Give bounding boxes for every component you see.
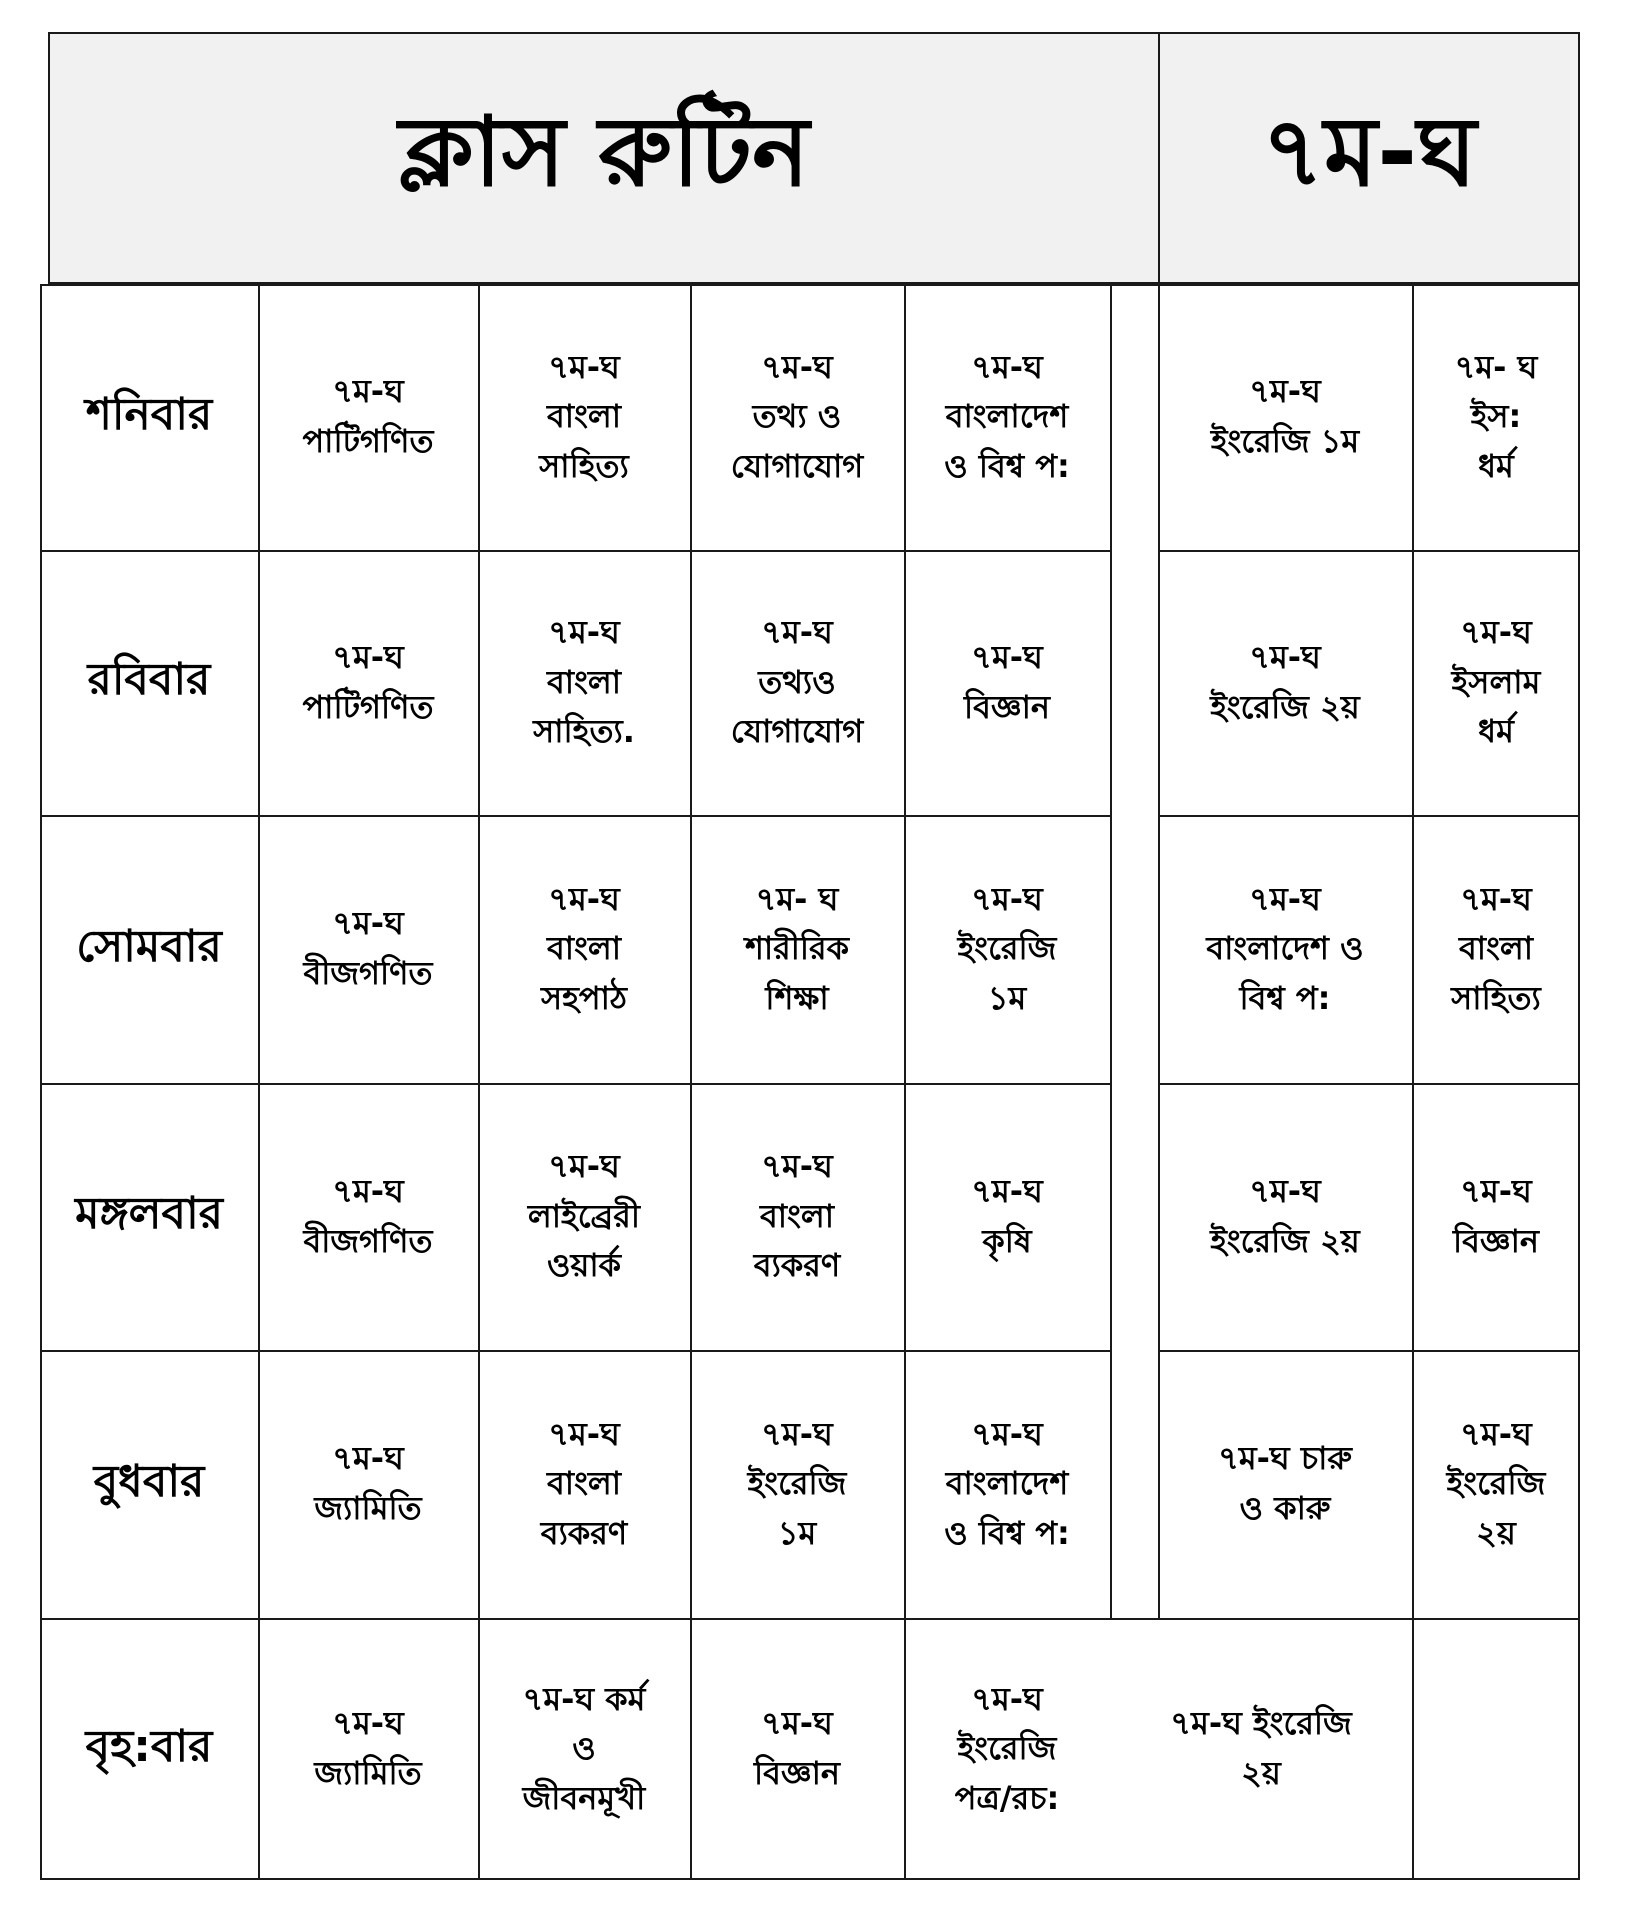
subject-text bbox=[955, 1675, 1060, 1824]
period-cell bbox=[478, 815, 690, 1083]
subject-text bbox=[303, 1167, 432, 1266]
period-cell bbox=[904, 1083, 1110, 1350]
period-cell bbox=[478, 550, 690, 815]
subject-text bbox=[964, 633, 1050, 732]
period-cell bbox=[690, 1618, 904, 1880]
subject-text bbox=[314, 1699, 421, 1798]
subject-line: ইসলাম bbox=[1451, 662, 1541, 701]
subject-line: ৭ম- ঘ bbox=[1454, 347, 1538, 386]
period-cell bbox=[1158, 1083, 1412, 1350]
subject-text bbox=[731, 343, 864, 492]
subject-line: ইংরেজি ২য় bbox=[1210, 687, 1360, 726]
day-label: বুধবার bbox=[93, 1455, 205, 1507]
subject-line: সাহিত্য bbox=[1451, 978, 1541, 1017]
period-cell bbox=[1412, 815, 1580, 1083]
period-cell bbox=[1412, 1350, 1580, 1618]
period-cell bbox=[478, 1618, 690, 1880]
period-cell bbox=[690, 284, 904, 550]
period-cell bbox=[904, 1350, 1110, 1618]
period-cell bbox=[1412, 550, 1580, 815]
subject-line: ৭ম-ঘ bbox=[971, 879, 1043, 918]
subject-text bbox=[523, 1675, 646, 1824]
subject-text bbox=[302, 367, 433, 466]
period-cell bbox=[1412, 1618, 1580, 1880]
day-label: বৃহ:বার bbox=[85, 1720, 213, 1772]
period-cell bbox=[1412, 284, 1580, 550]
subject-line: ৭ম-ঘ bbox=[761, 1414, 833, 1453]
subject-line: ৭ম-ঘ bbox=[971, 1171, 1043, 1210]
subject-line: ও বিশ্ব প: bbox=[944, 1513, 1070, 1552]
subject-line: ৭ম-ঘ bbox=[548, 1147, 620, 1186]
period-cell bbox=[1158, 550, 1412, 815]
subject-text bbox=[745, 875, 849, 1024]
period-cell bbox=[690, 815, 904, 1083]
subject-text bbox=[1455, 343, 1538, 492]
subject-text bbox=[1453, 1167, 1539, 1266]
subject-line: ৭ম-ঘ bbox=[332, 372, 404, 411]
subject-line: ৭ম-ঘ ইংরেজি bbox=[1170, 1704, 1352, 1743]
subject-line: ৭ম-ঘ bbox=[548, 879, 620, 918]
subject-line: তথ্য ও bbox=[752, 397, 842, 436]
subject-line: ও বিশ্ব প: bbox=[944, 446, 1070, 485]
subject-text bbox=[944, 1410, 1070, 1559]
subject-line: ৭ম-ঘ bbox=[1249, 879, 1321, 918]
subject-line: ইংরেজি ১ম bbox=[1210, 422, 1360, 460]
subject-text bbox=[1211, 367, 1359, 466]
subject-line: ৭ম-ঘ bbox=[1460, 879, 1532, 918]
subject-line: ৭ম-ঘ bbox=[332, 1439, 404, 1478]
break-divider-left bbox=[1110, 284, 1112, 1618]
subject-line: বাংলা bbox=[760, 1196, 834, 1235]
subject-line: বিশ্ব প: bbox=[1239, 978, 1331, 1017]
subject-line: ব্যকরণ bbox=[540, 1513, 628, 1552]
subject-line: ৭ম-ঘ bbox=[971, 347, 1043, 386]
subject-text bbox=[971, 1167, 1043, 1266]
subject-text bbox=[754, 1699, 840, 1798]
subject-text bbox=[1451, 875, 1541, 1024]
subject-line: বিজ্ঞান bbox=[754, 1754, 840, 1792]
subject-text bbox=[958, 875, 1057, 1024]
subject-text bbox=[1206, 875, 1363, 1024]
subject-text bbox=[944, 343, 1070, 492]
subject-line: ৭ম-ঘ bbox=[548, 347, 620, 386]
subject-line: বিজ্ঞান bbox=[964, 687, 1050, 726]
subject-line: ইংরেজি bbox=[957, 1729, 1057, 1768]
subject-line: কৃষি bbox=[982, 1221, 1032, 1260]
subject-line: বিজ্ঞান bbox=[1453, 1221, 1539, 1260]
subject-text bbox=[1452, 608, 1541, 757]
period-cell bbox=[258, 1350, 478, 1618]
subject-line: ৭ম-ঘ bbox=[1460, 1171, 1532, 1210]
subject-line: বাংলাদেশ ও bbox=[1206, 929, 1364, 968]
subject-line: ৭ম-ঘ bbox=[1460, 613, 1532, 652]
subject-line: ইংরেজি bbox=[957, 929, 1057, 968]
subject-line: ব্যকরণ bbox=[753, 1246, 841, 1285]
subject-text bbox=[754, 1142, 840, 1291]
day-label: সোমবার bbox=[76, 920, 222, 972]
period-cell bbox=[904, 1618, 1110, 1880]
subject-line: ও bbox=[572, 1729, 596, 1768]
subject-text bbox=[541, 1410, 627, 1559]
subject-line: জ্যামিতি bbox=[314, 1489, 422, 1527]
subject-line: ৭ম-ঘ bbox=[1249, 1171, 1321, 1210]
day-label: রবিবার bbox=[87, 654, 211, 705]
period-cell bbox=[904, 284, 1110, 550]
period-cell bbox=[690, 1350, 904, 1618]
subject-text bbox=[731, 608, 864, 757]
period-cell bbox=[258, 1083, 478, 1350]
subject-line: ৭ম-ঘ bbox=[761, 1147, 833, 1186]
subject-text bbox=[1170, 1699, 1351, 1798]
subject-line: শিক্ষা bbox=[765, 978, 829, 1017]
period-cell bbox=[478, 1350, 690, 1618]
subject-line: সাহিত্য. bbox=[533, 712, 635, 751]
period-cell bbox=[1158, 1350, 1412, 1618]
subject-line: ৭ম-ঘ bbox=[548, 613, 620, 652]
period-cell bbox=[478, 284, 690, 550]
subject-text bbox=[302, 633, 433, 732]
subject-line: বীজগণিত bbox=[303, 1221, 433, 1260]
subject-line: ইস: bbox=[1470, 397, 1522, 436]
subject-line: জ্যামিতি bbox=[314, 1754, 422, 1792]
subject-line: ৭ম- ঘ bbox=[755, 879, 839, 918]
period-cell bbox=[690, 1083, 904, 1350]
day-label: মঙ্গলবার bbox=[75, 1188, 223, 1239]
subject-line: বাংলাদেশ bbox=[945, 1464, 1069, 1503]
subject-line: সহপাঠ bbox=[540, 978, 628, 1017]
subject-line: ৭ম-ঘ bbox=[332, 1171, 404, 1210]
subject-line: বাংলা bbox=[547, 1464, 621, 1503]
subject-line: ৭ম-ঘ চারু bbox=[1218, 1439, 1352, 1478]
subject-line: পত্র/রচ: bbox=[954, 1778, 1060, 1817]
subject-line: ৭ম-ঘ bbox=[1249, 372, 1321, 411]
period-cell bbox=[904, 815, 1110, 1083]
period-cell bbox=[1412, 1083, 1580, 1350]
subject-line: ৭ম-ঘ কর্ম bbox=[522, 1679, 646, 1718]
subject-text bbox=[1218, 1434, 1352, 1533]
subject-line: ইংরেজি bbox=[747, 1464, 847, 1503]
subject-line: বাংলা bbox=[547, 929, 621, 968]
subject-line: পাটিগণিত bbox=[302, 422, 434, 460]
subject-line: ১ম bbox=[987, 978, 1027, 1017]
period-cell bbox=[1110, 1618, 1412, 1880]
subject-line: ইংরেজি ২য় bbox=[1210, 1221, 1360, 1260]
subject-line: জীবনমূখী bbox=[522, 1778, 646, 1817]
subject-line: ৭ম-ঘ bbox=[332, 637, 404, 676]
subject-line: তথ্যও bbox=[758, 662, 836, 701]
subject-text bbox=[528, 1142, 640, 1291]
subject-line: পাটিগণিত bbox=[302, 687, 434, 726]
subject-text bbox=[748, 1410, 847, 1559]
period-cell bbox=[258, 284, 478, 550]
subject-line: ১ম bbox=[777, 1513, 817, 1552]
subject-line: ৭ম-ঘ bbox=[1249, 637, 1321, 676]
subject-line: ২য় bbox=[1241, 1754, 1281, 1792]
day-label: শনিবার bbox=[85, 388, 213, 440]
subject-text bbox=[539, 343, 629, 492]
subject-line: ৭ম-ঘ bbox=[761, 613, 833, 652]
subject-text bbox=[303, 899, 432, 998]
subject-text bbox=[541, 875, 627, 1024]
subject-line: ৭ম-ঘ bbox=[761, 347, 833, 386]
period-cell bbox=[258, 550, 478, 815]
subject-line: ৭ম-ঘ bbox=[332, 1704, 404, 1743]
subject-text bbox=[314, 1434, 421, 1533]
subject-line: লাইব্রেরী bbox=[527, 1196, 641, 1235]
subject-line: ইংরেজি bbox=[1446, 1464, 1546, 1503]
subject-line: বাংলা bbox=[547, 662, 621, 701]
subject-line: ২য় bbox=[1476, 1513, 1516, 1552]
page-title: ক্লাস রুটিন bbox=[398, 95, 810, 208]
period-cell bbox=[690, 550, 904, 815]
period-cell bbox=[478, 1083, 690, 1350]
period-cell bbox=[258, 1618, 478, 1880]
section-label: ৭ম-ঘ bbox=[1261, 95, 1477, 208]
subject-text bbox=[533, 608, 635, 757]
subject-line: ধর্ম bbox=[1478, 446, 1514, 485]
period-cell bbox=[1158, 284, 1412, 550]
subject-line: বীজগণিত bbox=[303, 954, 433, 992]
subject-line: সাহিত্য bbox=[539, 446, 629, 485]
subject-line: ধর্ম bbox=[1478, 712, 1514, 751]
subject-line: বাংলাদেশ bbox=[945, 397, 1069, 436]
subject-line: ৭ম-ঘ bbox=[1460, 1414, 1532, 1453]
subject-line: ৭ম-ঘ bbox=[971, 1679, 1043, 1718]
subject-line: যোগাযোগ bbox=[730, 446, 864, 485]
period-cell bbox=[1158, 815, 1412, 1083]
subject-text bbox=[1210, 1167, 1359, 1266]
subject-line: ওয়ার্ক bbox=[546, 1246, 622, 1285]
subject-line: ৭ম-ঘ bbox=[971, 637, 1043, 676]
subject-line: যোগাযোগ bbox=[730, 712, 864, 751]
subject-line: ৭ম-ঘ bbox=[332, 904, 404, 943]
period-cell bbox=[904, 550, 1110, 815]
period-cell bbox=[258, 815, 478, 1083]
subject-line: ৭ম-ঘ bbox=[761, 1704, 833, 1743]
subject-line: বাংলা bbox=[1459, 929, 1533, 968]
subject-text bbox=[1447, 1410, 1546, 1559]
subject-line: ও কারু bbox=[1239, 1489, 1331, 1527]
subject-line: শারীরিক bbox=[744, 929, 850, 968]
subject-line: বাংলা bbox=[547, 397, 621, 436]
subject-line: ৭ম-ঘ bbox=[548, 1414, 620, 1453]
subject-line: ৭ম-ঘ bbox=[971, 1414, 1043, 1453]
subject-text bbox=[1210, 633, 1359, 732]
